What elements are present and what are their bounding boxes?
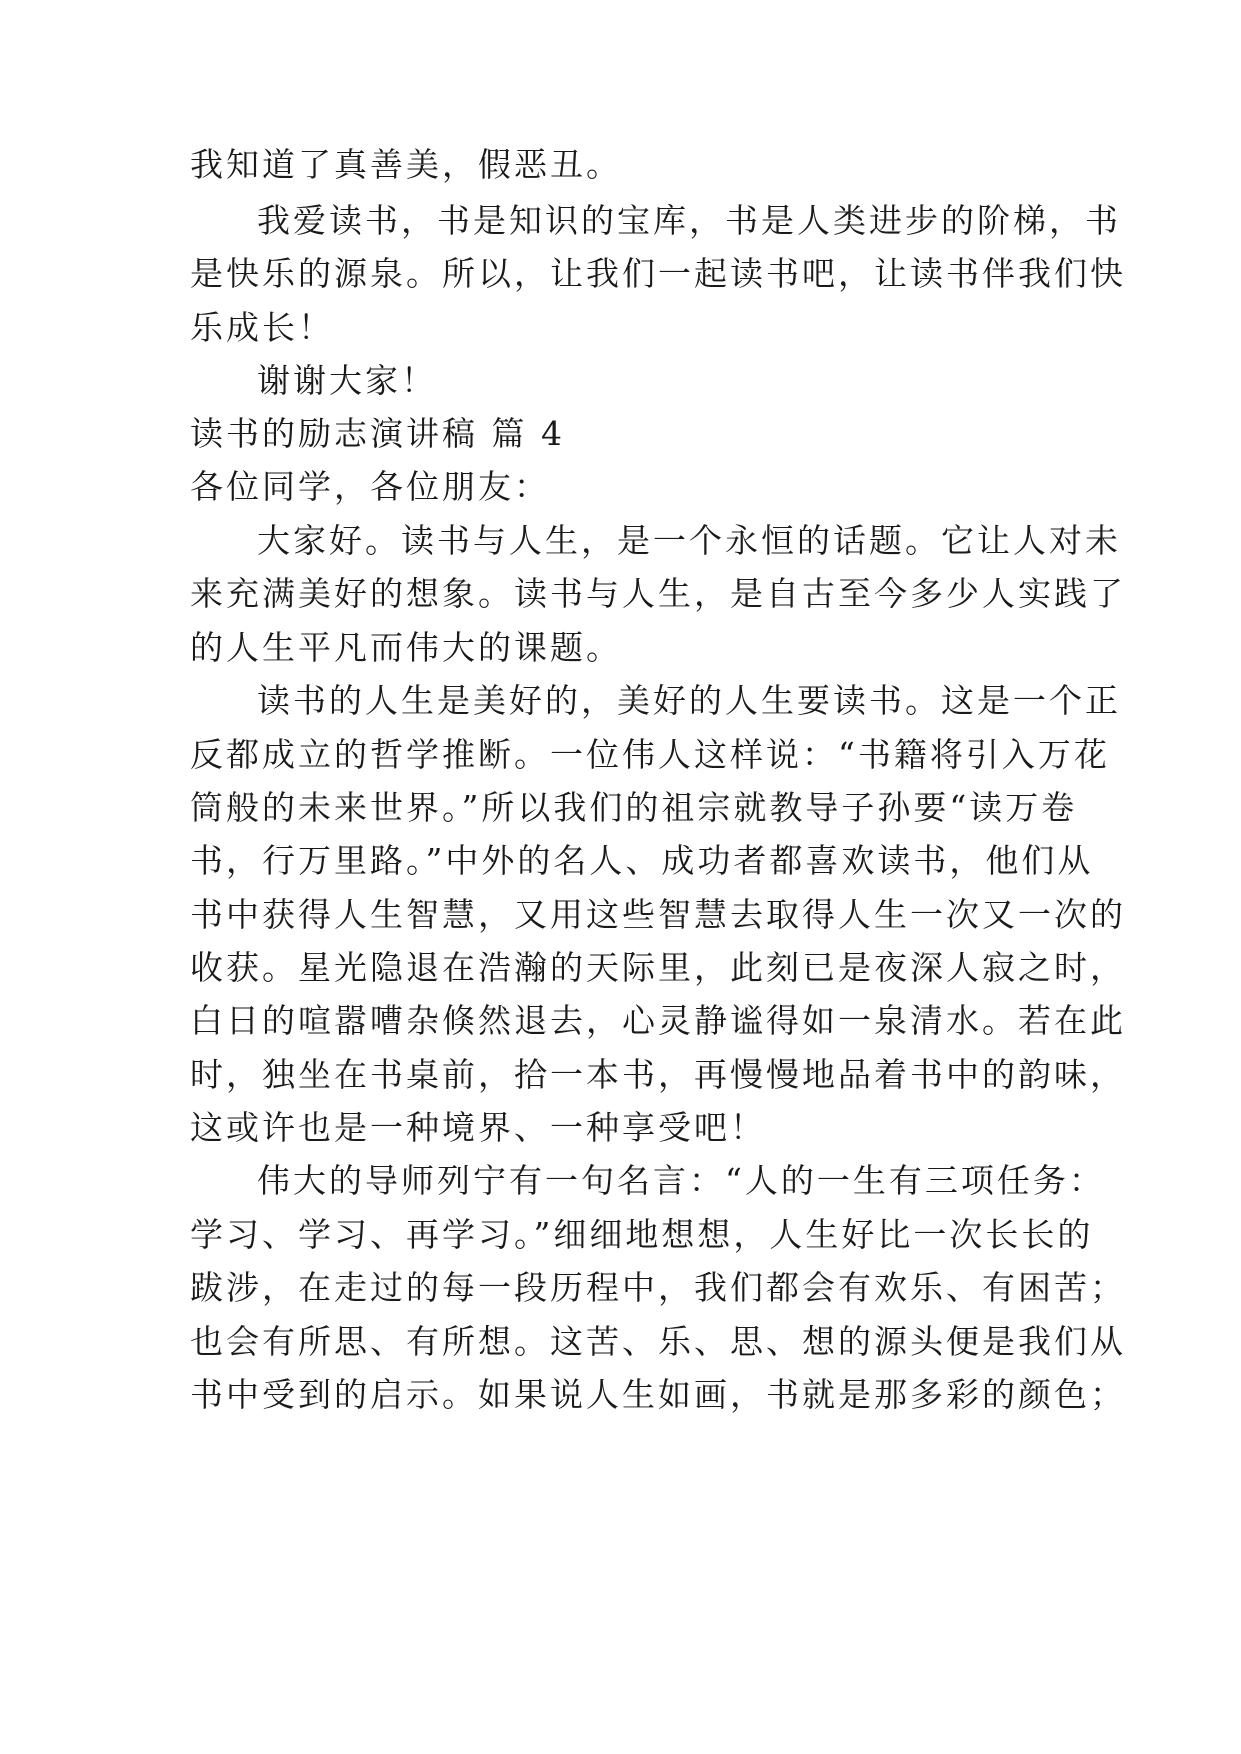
- text-line: 乐成长！: [190, 308, 334, 347]
- text-line: 谢谢大家！: [257, 361, 437, 400]
- text-line: 我知道了真善美，假恶丑。: [190, 145, 622, 184]
- text-line: 读书的人生是美好的，美好的人生要读书。这是一个正: [257, 681, 1121, 720]
- text-line: 筒般的未来世界。”所以我们的祖宗就教导子孙要“读万卷: [190, 788, 1078, 827]
- text-line: 书，行万里路。”中外的名人、成功者都喜欢读书，他们从: [190, 841, 1094, 880]
- text-line: 书中获得人生智慧，又用这些智慧去取得人生一次又一次的: [190, 895, 1126, 934]
- text-line: 是快乐的源泉。所以，让我们一起读书吧，让读书伴我们快: [190, 254, 1126, 293]
- text-line: 我爱读书，书是知识的宝库，书是人类进步的阶梯，书: [257, 201, 1121, 240]
- text-line: 也会有所思、有所想。这苦、乐、思、想的源头便是我们从: [190, 1322, 1126, 1361]
- section-heading: 读书的励志演讲稿 篇 4: [190, 414, 565, 453]
- text-line: 反都成立的哲学推断。一位伟人这样说：“书籍将引入万花: [190, 735, 1110, 774]
- text-line: 伟大的导师列宁有一句名言：“人的一生有三项任务：: [257, 1161, 1105, 1200]
- text-line: 的人生平凡而伟大的课题。: [190, 628, 622, 667]
- text-line: 跋涉，在走过的每一段历程中，我们都会有欢乐、有困苦；: [190, 1268, 1126, 1307]
- text-line: 来充满美好的想象。读书与人生，是自古至今多少人实践了: [190, 574, 1126, 613]
- text-line: 这或许也是一种境界、一种享受吧！: [190, 1108, 766, 1147]
- text-line: 大家好。读书与人生，是一个永恒的话题。它让人对未: [257, 521, 1121, 560]
- text-line: 白日的喧嚣嘈杂倏然退去，心灵静谧得如一泉清水。若在此: [190, 1001, 1126, 1040]
- text-line: 收获。星光隐退在浩瀚的天际里，此刻已是夜深人寂之时，: [190, 948, 1126, 987]
- text-line: 各位同学，各位朋友：: [190, 467, 550, 506]
- text-line: 时，独坐在书桌前，拾一本书，再慢慢地品着书中的韵味，: [190, 1055, 1126, 1094]
- text-line: 书中受到的启示。如果说人生如画，书就是那多彩的颜色；: [190, 1375, 1126, 1414]
- text-line: 学习、学习、再学习。”细细地想想，人生好比一次长长的: [190, 1215, 1094, 1254]
